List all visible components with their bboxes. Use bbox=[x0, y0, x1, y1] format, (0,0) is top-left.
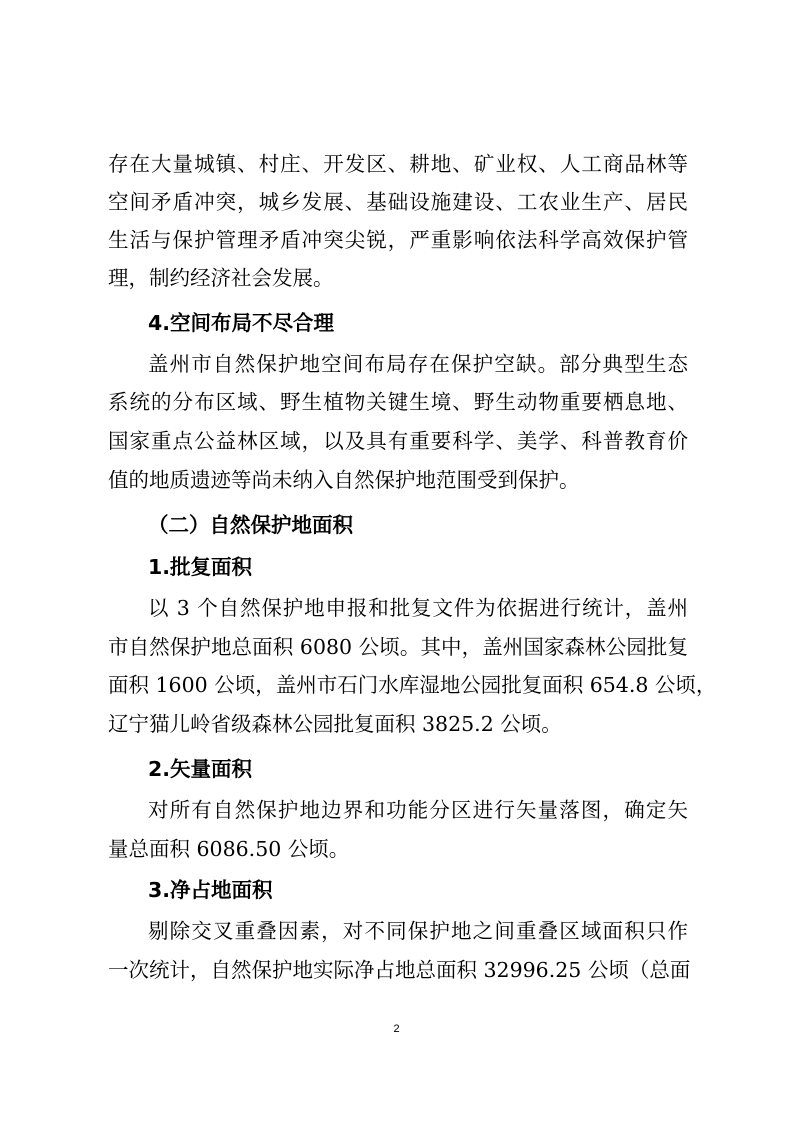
section-heading-area: （二）自然保护地面积 bbox=[148, 513, 353, 537]
heading-vector-area: 2.矢量面积 bbox=[148, 757, 253, 781]
heading-net-area: 3.净占地面积 bbox=[148, 878, 273, 902]
para1-line-4: 理，制约经济社会发展。 bbox=[108, 266, 334, 290]
para3-line-4: 辽宁猫儿岭省级森林公园批复面积 3825.2 公顷。 bbox=[108, 712, 562, 736]
para1-line-2: 空间矛盾冲突，城乡发展、基础设施建设、工农业生产、居民 bbox=[108, 190, 688, 214]
para4-line-2: 量总面积 6086.50 公顷。 bbox=[108, 837, 350, 861]
para3-line-1: 以 3 个自然保护地申报和批复文件为依据进行统计，盖州 bbox=[148, 596, 688, 620]
para2-line-4: 值的地质遗迹等尚未纳入自然保护地范围受到保护。 bbox=[108, 468, 580, 492]
heading-approved-area: 1.批复面积 bbox=[148, 555, 253, 579]
para4-line-1: 对所有自然保护地边界和功能分区进行矢量落图，确定矢 bbox=[148, 798, 688, 822]
para2-line-1: 盖州市自然保护地空间布局存在保护空缺。部分典型生态 bbox=[148, 352, 688, 376]
heading-spatial-layout: 4.空间布局不尽合理 bbox=[148, 311, 335, 335]
para3-line-2: 市自然保护地总面积 6080 公顷。其中，盖州国家森林公园批复 bbox=[108, 635, 688, 659]
para5-line-1: 剔除交叉重叠因素，对不同保护地之间重叠区域面积只作 bbox=[148, 919, 688, 943]
para2-line-3: 国家重点公益林区域，以及具有重要科学、美学、科普教育价 bbox=[108, 429, 688, 453]
para5-line-2: 一次统计，自然保护地实际净占地总面积 32996.25 公顷（总面 bbox=[108, 958, 691, 982]
page-number: 2 bbox=[393, 1023, 400, 1035]
para1-line-1: 存在大量城镇、村庄、开发区、耕地、矿业权、人工商品林等 bbox=[108, 152, 688, 176]
para2-line-2: 系统的分布区域、野生植物关键生境、野生动物重要栖息地、 bbox=[108, 390, 688, 414]
para1-line-3: 生活与保护管理矛盾冲突尖锐，严重影响依法科学高效保护管 bbox=[108, 228, 688, 252]
para3-line-3: 面积 1600 公顷，盖州市石门水库湿地公园批复面积 654.8 公顷， bbox=[108, 673, 717, 697]
